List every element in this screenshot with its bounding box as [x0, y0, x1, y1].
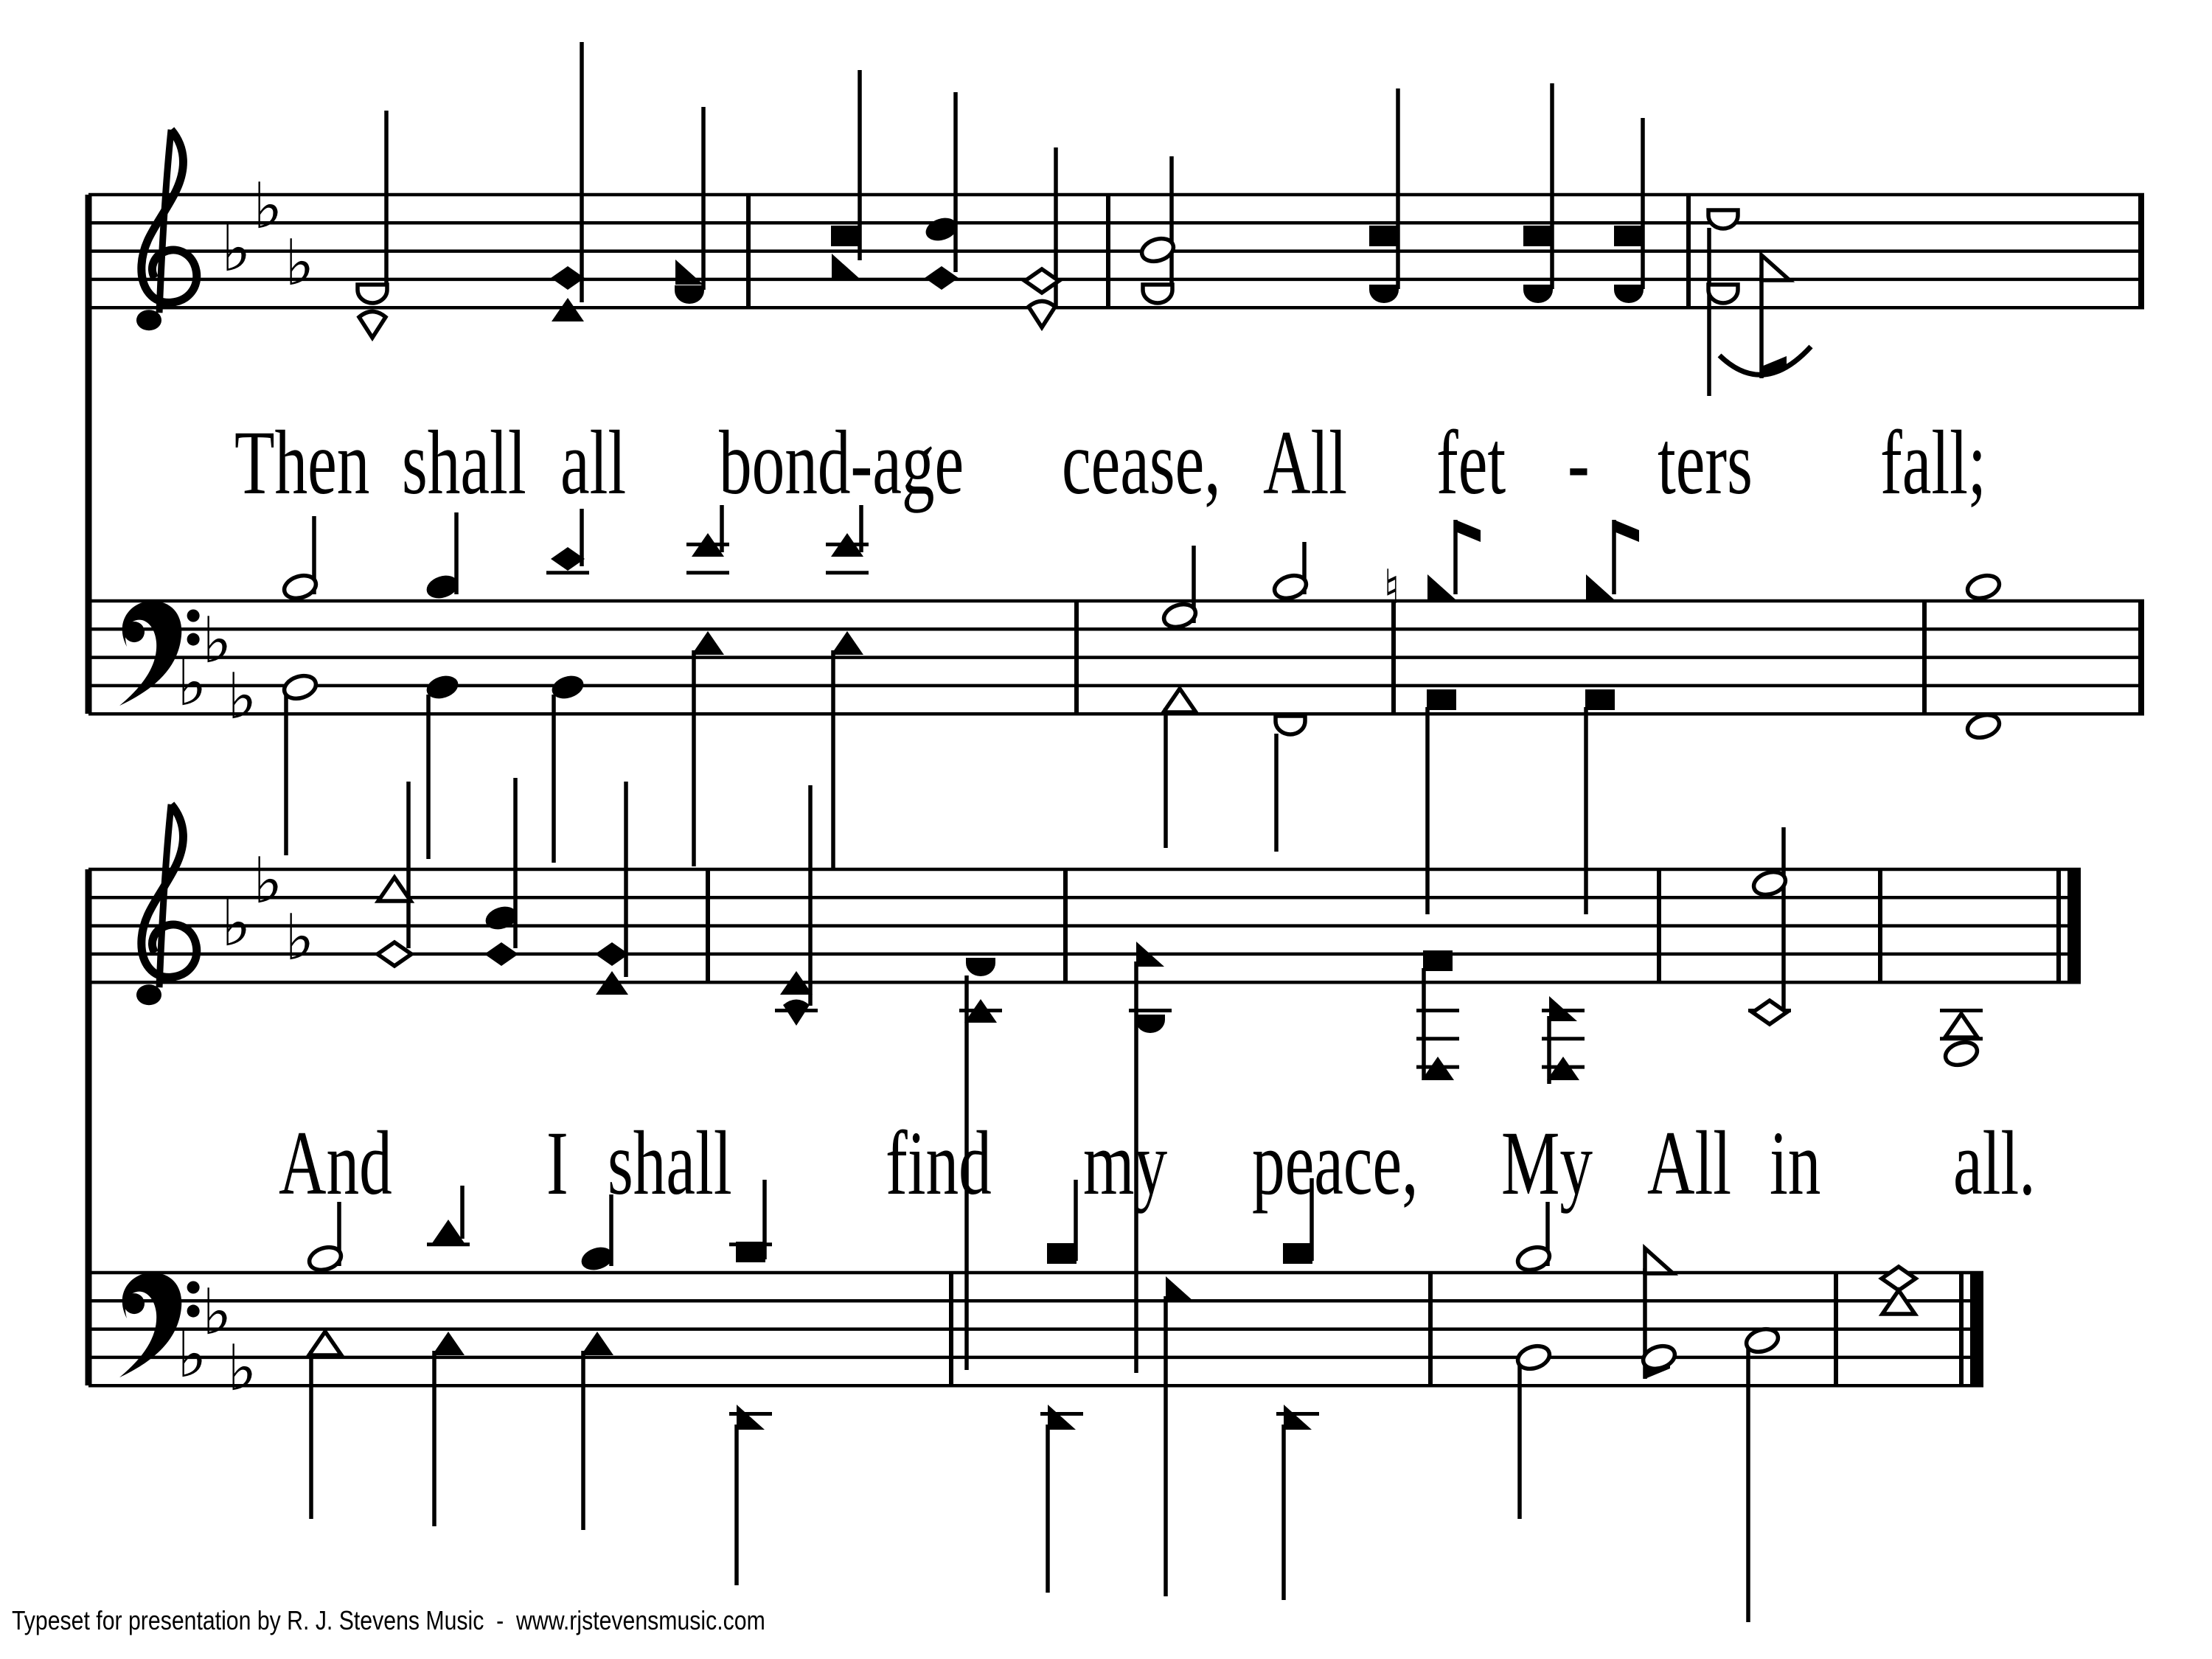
notehead-mi	[925, 266, 959, 290]
flat-sign: ♭	[227, 660, 257, 734]
lyric-word: bond-age	[719, 412, 964, 513]
notehead-la	[1585, 689, 1615, 710]
flat-sign: ♭	[221, 887, 251, 961]
notehead-re	[358, 285, 387, 303]
notehead-re	[1708, 285, 1738, 303]
notehead-re	[1523, 285, 1553, 303]
notehead-la	[1523, 226, 1553, 246]
notehead-fa	[1048, 1405, 1076, 1430]
lyric-word: shall	[608, 1113, 732, 1214]
notehead-fa	[1645, 1248, 1673, 1273]
notehead-sol	[307, 1243, 344, 1273]
flat-sign: ♭	[285, 901, 315, 975]
notehead-la	[1614, 226, 1644, 246]
lyric-word: in	[1770, 1113, 1821, 1214]
notehead-ti	[1029, 302, 1055, 328]
notehead-do	[1945, 1014, 1978, 1037]
notehead-la	[736, 1242, 765, 1262]
flat-sign: ♭	[177, 647, 207, 720]
flat-sign: ♭	[253, 844, 283, 918]
notehead-re	[1369, 285, 1399, 303]
notehead-la	[1047, 1243, 1077, 1264]
notehead-sol	[1515, 1243, 1553, 1273]
notehead-mi	[378, 942, 411, 966]
lyric-word: Then	[234, 412, 370, 513]
notehead-sol	[1515, 1342, 1553, 1372]
notehead-mi	[551, 547, 585, 571]
notehead-mi	[595, 942, 629, 966]
notehead-ti	[783, 1000, 810, 1026]
notehead-re	[1143, 285, 1172, 303]
notehead-do	[581, 1332, 613, 1355]
lyric-word: All	[1647, 1113, 1732, 1214]
notehead-mi	[1753, 1001, 1787, 1024]
flat-sign: ♭	[177, 1318, 207, 1392]
lyric-word: fet	[1436, 412, 1506, 513]
notehead-re	[675, 285, 704, 304]
notehead-re	[1135, 1015, 1165, 1033]
notehead-sol	[1943, 1038, 1980, 1068]
notehead-sol	[1965, 571, 2003, 602]
notehead-do	[692, 631, 724, 655]
notehead-sol	[1161, 600, 1199, 630]
lyric-word: peace,	[1252, 1113, 1419, 1214]
notehead-fa	[832, 254, 860, 279]
lyric-word: I	[546, 1113, 568, 1214]
notehead-sol	[282, 672, 319, 702]
notehead-la	[831, 226, 860, 246]
staff-treble-2	[88, 778, 2081, 1373]
notehead-fa	[1427, 574, 1455, 599]
notehead-la	[1369, 226, 1399, 246]
lyric-word: And	[279, 1113, 392, 1214]
notehead-fa	[1761, 255, 1790, 280]
staff-bass-1	[88, 505, 2144, 914]
notehead-mi	[1025, 269, 1059, 293]
lyric-word: -	[1568, 412, 1590, 513]
notehead-mi	[551, 266, 585, 290]
lyric-word: fall;	[1880, 412, 1986, 513]
notehead-re	[966, 958, 995, 976]
notehead-fa	[675, 260, 703, 285]
eighth-flag	[1614, 520, 1639, 542]
notehead-re	[1276, 716, 1305, 734]
notehead-ti	[359, 312, 386, 338]
lyric-word: shall	[402, 412, 526, 513]
notehead-fa	[1166, 1276, 1194, 1301]
typesetter-credit: Typeset for presentation by R. J. Stevens Music - www.rjstevensmusic.com	[12, 1605, 765, 1635]
lyric-word: My	[1501, 1113, 1593, 1214]
lyric-word: ters	[1658, 412, 1753, 513]
flat-sign: ♭	[202, 604, 232, 678]
notehead-la	[1423, 950, 1453, 971]
notehead-do	[309, 1332, 341, 1355]
flat-sign: ♭	[202, 1276, 232, 1349]
lyric-word: All	[1263, 412, 1348, 513]
lyric-word: all	[560, 412, 627, 513]
notehead-la	[1283, 1243, 1312, 1264]
lyric-word: find	[886, 1113, 992, 1214]
natural-sign: ♮	[1383, 560, 1400, 615]
notehead-do	[378, 877, 411, 901]
flat-sign: ♭	[253, 170, 283, 243]
notehead-do	[432, 1220, 465, 1243]
notehead-re	[1708, 210, 1738, 229]
notehead-do	[432, 1332, 465, 1355]
staff-bass-2	[88, 1178, 1983, 1622]
treble-clef-icon	[136, 130, 197, 330]
notehead-do	[552, 298, 584, 321]
notehead-do	[1164, 689, 1196, 712]
staff-treble-1	[88, 42, 2144, 396]
lyric-word: cease,	[1062, 412, 1221, 513]
flat-sign: ♭	[285, 226, 315, 300]
notehead-sol	[282, 571, 319, 602]
notehead-fa	[1284, 1405, 1312, 1430]
flat-sign: ♭	[227, 1332, 257, 1405]
eighth-flag	[1455, 520, 1481, 542]
notehead-fa	[737, 1405, 765, 1430]
lyric-word: my	[1083, 1113, 1168, 1214]
notehead-sol	[1965, 711, 2003, 741]
notehead-do	[831, 631, 863, 655]
notehead-fa	[1586, 574, 1614, 599]
treble-clef-icon	[136, 804, 197, 1005]
flat-sign: ♭	[221, 212, 251, 286]
notehead-sol	[1272, 571, 1310, 602]
lyric-word: all.	[1953, 1113, 2036, 1214]
notehead-mi	[484, 942, 518, 966]
notehead-la	[1427, 689, 1456, 710]
notehead-re	[1614, 285, 1644, 303]
